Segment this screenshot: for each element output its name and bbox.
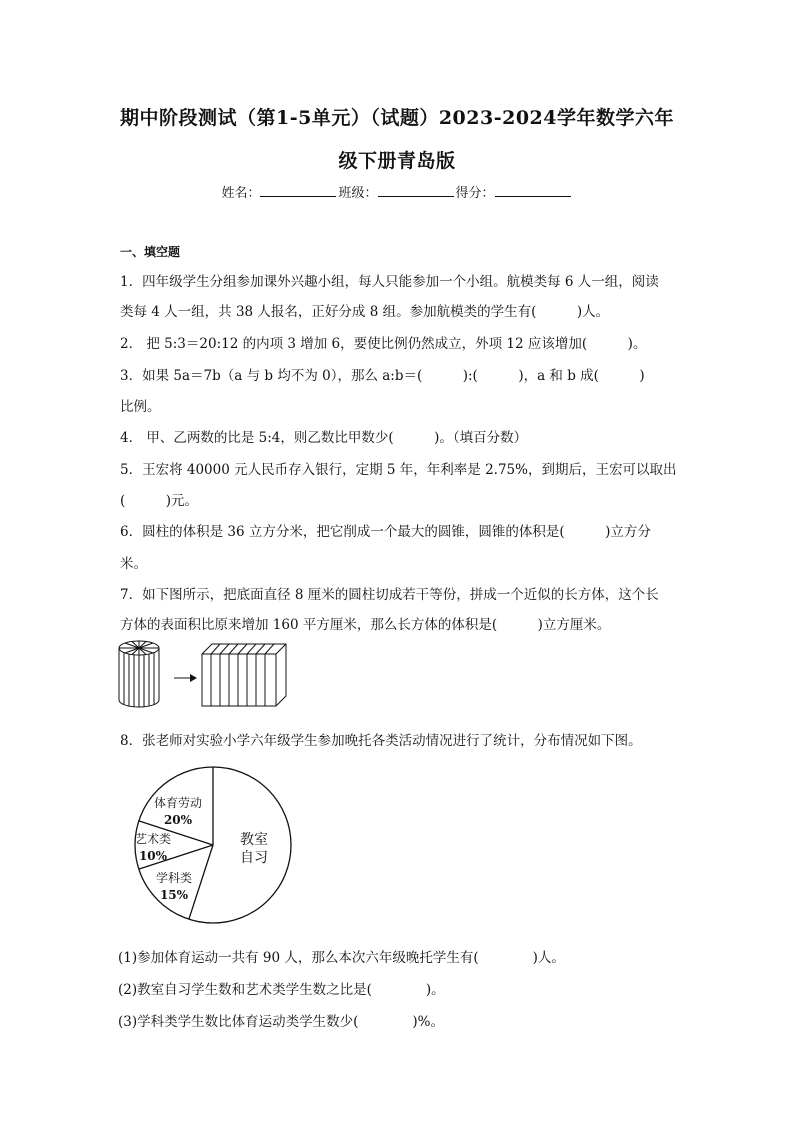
label-sports-percent: 20% xyxy=(163,813,193,827)
subquestion-1: (1)参加体育运动一共有 90 人，那么本次六年级晚托学生有( )人。 xyxy=(118,950,565,966)
label-subject-percent: 15% xyxy=(159,888,189,902)
question-8: 8．张老师对实验小学六年级学生参加晚托各类活动情况进行了统计，分布情况如下图。 xyxy=(120,733,642,749)
name-label: 姓名： xyxy=(221,186,261,201)
question-3-line-1: 3．如果 5a＝7b（a 与 b 均不为 0），那么 a:b＝( ):( )，a 和 b 成( ) xyxy=(120,368,645,384)
cylinder-to-cuboid-figure xyxy=(116,638,292,710)
subquestion-2: (2)教室自习学生数和艺术类学生数之比是( )。 xyxy=(118,982,445,998)
label-subject: 学科类 xyxy=(155,871,193,885)
name-blank[interactable] xyxy=(260,184,336,197)
label-art-percent: 10% xyxy=(138,849,168,863)
question-5-line-1: 5．王宏将 40000 元人民币存入银行，定期 5 年，年利率是 2.75%，到期后，王宏可以取出 xyxy=(120,462,677,478)
page-title-line-1: 期中阶段测试（第1-5单元）（试题）2023-2024学年数学六年 xyxy=(120,107,674,129)
score-label: 得分： xyxy=(455,186,495,201)
question-1-line-1: 1．四年级学生分组参加课外兴趣小组，每人只能参加一个小组。航模类每 6 人一组，阅读 xyxy=(120,274,659,290)
student-info-row xyxy=(0,182,794,201)
question-6-line-2: 米。 xyxy=(120,556,147,572)
label-study-1: 教室 xyxy=(240,832,268,848)
score-blank[interactable] xyxy=(495,184,571,197)
class-blank[interactable] xyxy=(378,184,454,197)
question-7-line-2: 方体的表面积比原来增加 160 平方厘米，那么长方体的体积是( )立方厘米。 xyxy=(120,617,611,633)
question-1-line-2: 类每 4 人一组，共 38 人报名，正好分成 8 组。参加航模类的学生有( )人。 xyxy=(120,304,610,320)
subquestion-3: (3)学科类学生数比体育运动类学生数少( )%。 xyxy=(118,1014,444,1030)
label-sports: 体育劳动 xyxy=(153,796,203,810)
question-2: 2． 把 5:3＝20:12 的内项 3 增加 6，要使比例仍然成立，外项 12 应该增加( )。 xyxy=(120,336,647,352)
label-art: 艺术类 xyxy=(134,832,172,846)
question-7-line-1: 7．如下图所示，把底面直径 8 厘米的圆柱切成若干等份，拼成一个近似的长方体，这个长 xyxy=(120,587,659,603)
question-4: 4． 甲、乙两数的比是 5:4，则乙数比甲数少( )。（填百分数） xyxy=(120,430,528,446)
label-study-2: 自习 xyxy=(240,850,268,866)
question-5-line-2: ( )元。 xyxy=(120,493,199,509)
page-title-line-2: 级下册青岛版 xyxy=(338,150,456,172)
class-label: 班级： xyxy=(338,186,378,201)
activity-pie-chart xyxy=(128,762,300,934)
question-6-line-1: 6．圆柱的体积是 36 立方分米，把它削成一个最大的圆锥，圆锥的体积是( )立方分 xyxy=(120,524,651,540)
section-title: 一、填空题 xyxy=(120,245,181,259)
question-3-line-2: 比例。 xyxy=(120,399,161,415)
